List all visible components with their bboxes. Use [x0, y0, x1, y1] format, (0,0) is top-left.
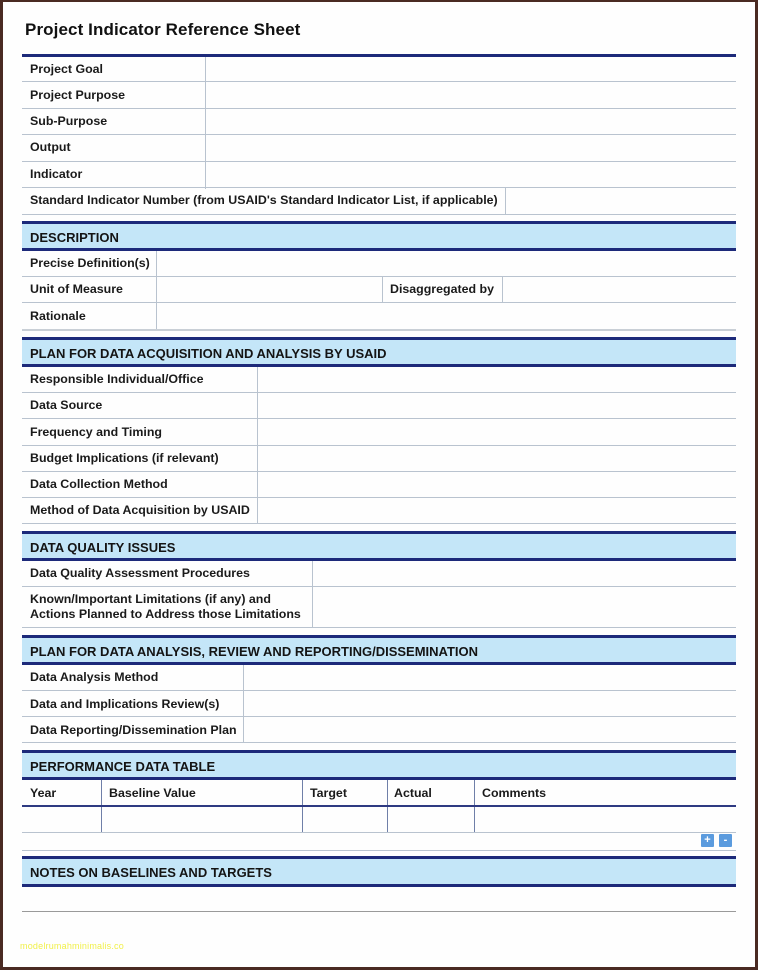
data-source-label: Data Source: [30, 398, 103, 412]
column-header-target: Target: [310, 786, 347, 800]
implications-review-field[interactable]: [244, 691, 736, 716]
reporting-plan-label: Data Reporting/Dissemination Plan: [30, 723, 237, 737]
row-divider: [22, 911, 736, 912]
output-field[interactable]: [206, 135, 736, 161]
unit-of-measure-label: Unit of Measure: [30, 282, 123, 296]
project-goal-field[interactable]: [206, 57, 736, 83]
section-title: NOTES ON BASELINES AND TARGETS: [30, 865, 272, 880]
precise-definition-label: Precise Definition(s): [30, 256, 150, 270]
target-cell[interactable]: [303, 807, 387, 832]
section-header-plan-acquisition: [22, 337, 736, 367]
section-title: PLAN FOR DATA ANALYSIS, REVIEW AND REPORTING/DISSEMINATION: [30, 644, 479, 659]
rationale-label: Rationale: [30, 309, 86, 323]
section-header-description: [22, 221, 736, 251]
limitations-label-line1: Known/Important Limitations (if any) and: [30, 592, 271, 606]
sub-purpose-field[interactable]: [206, 109, 736, 135]
budget-implications-label: Budget Implications (if relevant): [30, 451, 219, 465]
project-purpose-label: Project Purpose: [30, 88, 126, 102]
section-title: PLAN FOR DATA ACQUISITION AND ANALYSIS BY USAID: [30, 346, 387, 361]
row-divider: [22, 214, 736, 215]
comments-cell[interactable]: [475, 807, 736, 832]
row-divider: [22, 742, 736, 743]
frequency-timing-field[interactable]: [258, 419, 736, 444]
section-title: DATA QUALITY ISSUES: [30, 540, 176, 555]
column-divider: [382, 277, 383, 303]
row-divider: [22, 627, 736, 628]
column-header-year: Year: [30, 786, 57, 800]
limitations-label-line2: Actions Planned to Address those Limitations: [30, 607, 301, 621]
project-goal-label: Project Goal: [30, 62, 103, 76]
responsible-office-field[interactable]: [258, 367, 736, 392]
reference-sheet-page: [3, 2, 755, 967]
frequency-timing-label: Frequency and Timing: [30, 425, 162, 439]
project-purpose-field[interactable]: [206, 82, 736, 108]
row-divider: [22, 329, 736, 331]
year-cell[interactable]: [22, 807, 101, 832]
rationale-field[interactable]: [157, 303, 736, 329]
disaggregated-by-label: Disaggregated by: [390, 282, 494, 296]
precise-definition-field[interactable]: [157, 251, 736, 276]
column-header-comments: Comments: [482, 786, 547, 800]
data-collection-method-field[interactable]: [258, 472, 736, 497]
column-header-actual: Actual: [394, 786, 432, 800]
section-header-performance: [22, 750, 736, 780]
budget-implications-field[interactable]: [258, 446, 736, 471]
remove-row-button[interactable]: -: [719, 834, 732, 847]
dqa-procedures-label: Data Quality Assessment Procedures: [30, 566, 250, 580]
add-row-button[interactable]: +: [701, 834, 714, 847]
method-acquisition-label: Method of Data Acquisition by USAID: [30, 503, 250, 517]
section-title: PERFORMANCE DATA TABLE: [30, 759, 216, 774]
output-label: Output: [30, 140, 71, 154]
unit-of-measure-field[interactable]: [157, 277, 381, 302]
row-divider: [22, 850, 736, 851]
data-analysis-method-field[interactable]: [244, 665, 736, 690]
section-header-data-quality: [22, 531, 736, 561]
data-source-field[interactable]: [258, 393, 736, 418]
implications-review-label: Data and Implications Review(s): [30, 697, 220, 711]
standard-indicator-number-field[interactable]: [506, 188, 736, 214]
section-header-plan-analysis: [22, 635, 736, 665]
dqa-procedures-field[interactable]: [313, 561, 736, 586]
watermark-text: modelrumahminimalis.co: [20, 941, 124, 951]
responsible-office-label: Responsible Individual/Office: [30, 372, 204, 386]
reporting-plan-field[interactable]: [244, 717, 736, 742]
limitations-field[interactable]: [313, 587, 736, 627]
indicator-field[interactable]: [206, 162, 736, 188]
notes-field[interactable]: [22, 887, 736, 911]
row-divider: [22, 523, 736, 524]
method-acquisition-field[interactable]: [258, 498, 736, 523]
page-title: Project Indicator Reference Sheet: [25, 20, 301, 39]
actual-cell[interactable]: [388, 807, 474, 832]
baseline-value-cell[interactable]: [102, 807, 302, 832]
row-divider: [22, 832, 736, 833]
data-analysis-method-label: Data Analysis Method: [30, 670, 159, 684]
section-header-notes: [22, 856, 736, 887]
indicator-label: Indicator: [30, 167, 83, 181]
sub-purpose-label: Sub-Purpose: [30, 114, 108, 128]
column-header-baseline: Baseline Value: [109, 786, 196, 800]
section-title: DESCRIPTION: [30, 230, 119, 245]
disaggregated-by-field[interactable]: [503, 277, 736, 302]
data-collection-method-label: Data Collection Method: [30, 477, 168, 491]
standard-indicator-number-label: Standard Indicator Number (from USAID's Standard Indicator List, if applicable): [30, 193, 498, 207]
